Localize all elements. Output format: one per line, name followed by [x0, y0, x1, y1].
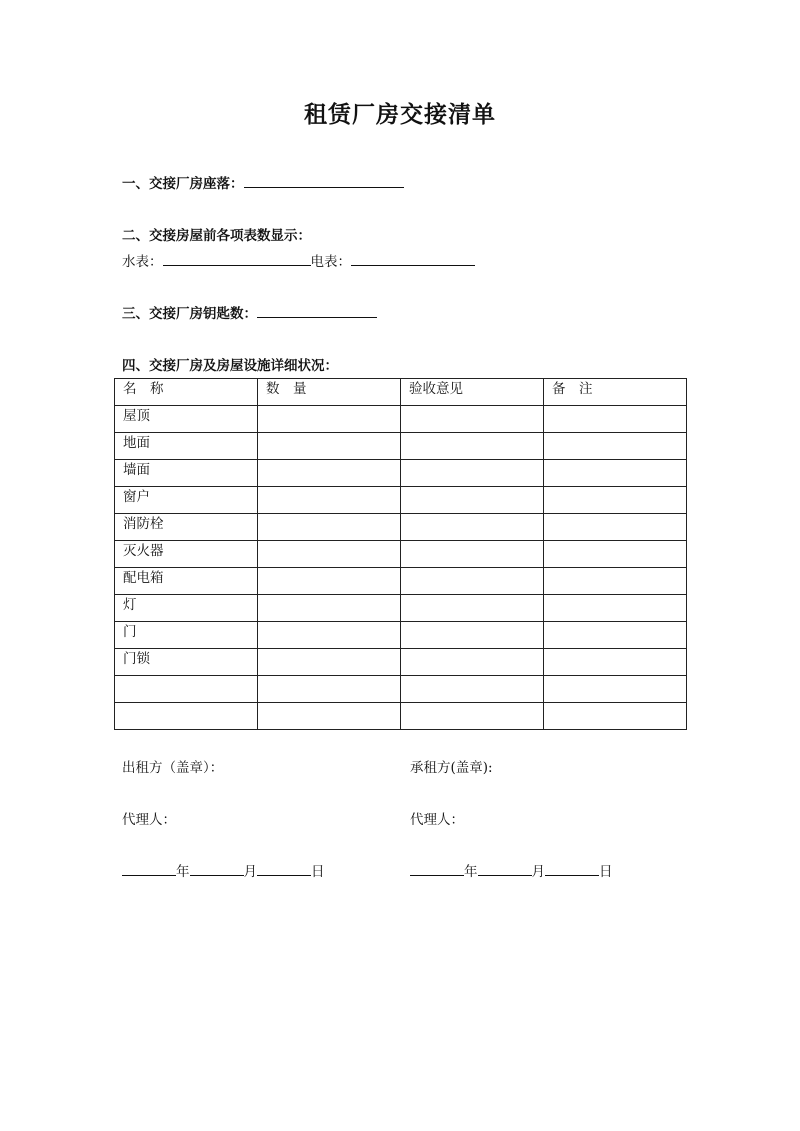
row-item-name[interactable]: [115, 703, 258, 730]
remarks-cell[interactable]: [544, 460, 687, 487]
quantity-cell[interactable]: [258, 622, 401, 649]
section-location: [122, 172, 404, 192]
quantity-cell[interactable]: [258, 460, 401, 487]
year-label: 年: [176, 864, 190, 880]
quantity-cell[interactable]: [258, 487, 401, 514]
table-row: [115, 514, 687, 541]
lessee-agent-label: 代理人：: [410, 812, 464, 828]
electric-meter-field[interactable]: [351, 251, 475, 266]
table-row: [115, 595, 687, 622]
day-label: 日: [311, 864, 325, 880]
lessee-date-line: [410, 860, 613, 880]
acceptance-cell[interactable]: [401, 568, 544, 595]
table-row: [115, 649, 687, 676]
table-row: [115, 622, 687, 649]
table-header-row: [115, 379, 687, 406]
remarks-cell[interactable]: [544, 541, 687, 568]
acceptance-cell[interactable]: [401, 595, 544, 622]
table-row: [115, 703, 687, 730]
row-item-name[interactable]: [115, 676, 258, 703]
acceptance-cell[interactable]: [401, 487, 544, 514]
quantity-cell[interactable]: [258, 514, 401, 541]
remarks-cell[interactable]: [544, 622, 687, 649]
lessor-day-field[interactable]: [257, 861, 311, 876]
table-row: [115, 568, 687, 595]
lessor-agent-label: 代理人：: [122, 812, 176, 828]
row-item-name: 消防栓: [115, 514, 258, 541]
electric-meter-label: 电表：: [310, 254, 351, 270]
section-keys: [122, 302, 377, 322]
remarks-cell[interactable]: [544, 676, 687, 703]
header-acceptance: 验收意见: [401, 379, 544, 406]
acceptance-cell[interactable]: [401, 433, 544, 460]
remarks-cell[interactable]: [544, 649, 687, 676]
page-title: 租赁厂房交接清单: [304, 101, 496, 128]
acceptance-cell[interactable]: [401, 406, 544, 433]
table-row: [115, 541, 687, 568]
quantity-cell[interactable]: [258, 541, 401, 568]
water-meter-label: 水表：: [122, 254, 163, 270]
month-label: 月: [243, 864, 257, 880]
row-item-name: 灭火器: [115, 541, 258, 568]
lessee-day-field[interactable]: [545, 861, 599, 876]
remarks-cell[interactable]: [544, 595, 687, 622]
section-meters-heading: 二、交接房屋前各项表数显示：: [122, 228, 311, 244]
table-row: [115, 433, 687, 460]
acceptance-cell[interactable]: [401, 676, 544, 703]
row-item-name: 屋顶: [115, 406, 258, 433]
quantity-cell[interactable]: [258, 676, 401, 703]
header-quantity: 数 量: [258, 379, 401, 406]
meters-line: [122, 250, 475, 270]
row-item-name: 墙面: [115, 460, 258, 487]
month-label: 月: [531, 864, 545, 880]
remarks-cell[interactable]: [544, 568, 687, 595]
row-item-name: 配电箱: [115, 568, 258, 595]
lessor-date-line: [122, 860, 325, 880]
quantity-cell[interactable]: [258, 433, 401, 460]
header-name: 名 称: [115, 379, 258, 406]
lessee-seal-label: 承租方(盖章):: [410, 760, 493, 776]
remarks-cell[interactable]: [544, 514, 687, 541]
table-row: [115, 487, 687, 514]
row-item-name: 地面: [115, 433, 258, 460]
section-keys-label: 三、交接厂房钥匙数：: [122, 306, 257, 322]
day-label: 日: [599, 864, 613, 880]
section-facilities-heading: 四、交接厂房及房屋设施详细状况：: [122, 358, 338, 374]
lessee-month-field[interactable]: [478, 861, 532, 876]
water-meter-field[interactable]: [163, 251, 311, 266]
quantity-cell[interactable]: [258, 595, 401, 622]
quantity-cell[interactable]: [258, 406, 401, 433]
row-item-name: 窗户: [115, 487, 258, 514]
acceptance-cell[interactable]: [401, 622, 544, 649]
quantity-cell[interactable]: [258, 703, 401, 730]
lessee-year-field[interactable]: [410, 861, 464, 876]
table-row: [115, 406, 687, 433]
acceptance-cell[interactable]: [401, 460, 544, 487]
location-field[interactable]: [244, 173, 404, 188]
row-item-name: 门: [115, 622, 258, 649]
facilities-table: [114, 378, 687, 730]
year-label: 年: [464, 864, 478, 880]
section-location-label: 一、交接厂房座落：: [122, 176, 244, 192]
table-row: [115, 460, 687, 487]
lessor-seal-label: 出租方（盖章）：: [122, 760, 224, 776]
quantity-cell[interactable]: [258, 649, 401, 676]
acceptance-cell[interactable]: [401, 514, 544, 541]
remarks-cell[interactable]: [544, 433, 687, 460]
acceptance-cell[interactable]: [401, 649, 544, 676]
lessor-month-field[interactable]: [190, 861, 244, 876]
remarks-cell[interactable]: [544, 703, 687, 730]
remarks-cell[interactable]: [544, 406, 687, 433]
row-item-name: 灯: [115, 595, 258, 622]
keys-count-field[interactable]: [257, 303, 377, 318]
table-row: [115, 676, 687, 703]
quantity-cell[interactable]: [258, 568, 401, 595]
row-item-name: 门锁: [115, 649, 258, 676]
lessor-year-field[interactable]: [122, 861, 176, 876]
acceptance-cell[interactable]: [401, 703, 544, 730]
header-remarks: 备 注: [544, 379, 687, 406]
acceptance-cell[interactable]: [401, 541, 544, 568]
remarks-cell[interactable]: [544, 487, 687, 514]
